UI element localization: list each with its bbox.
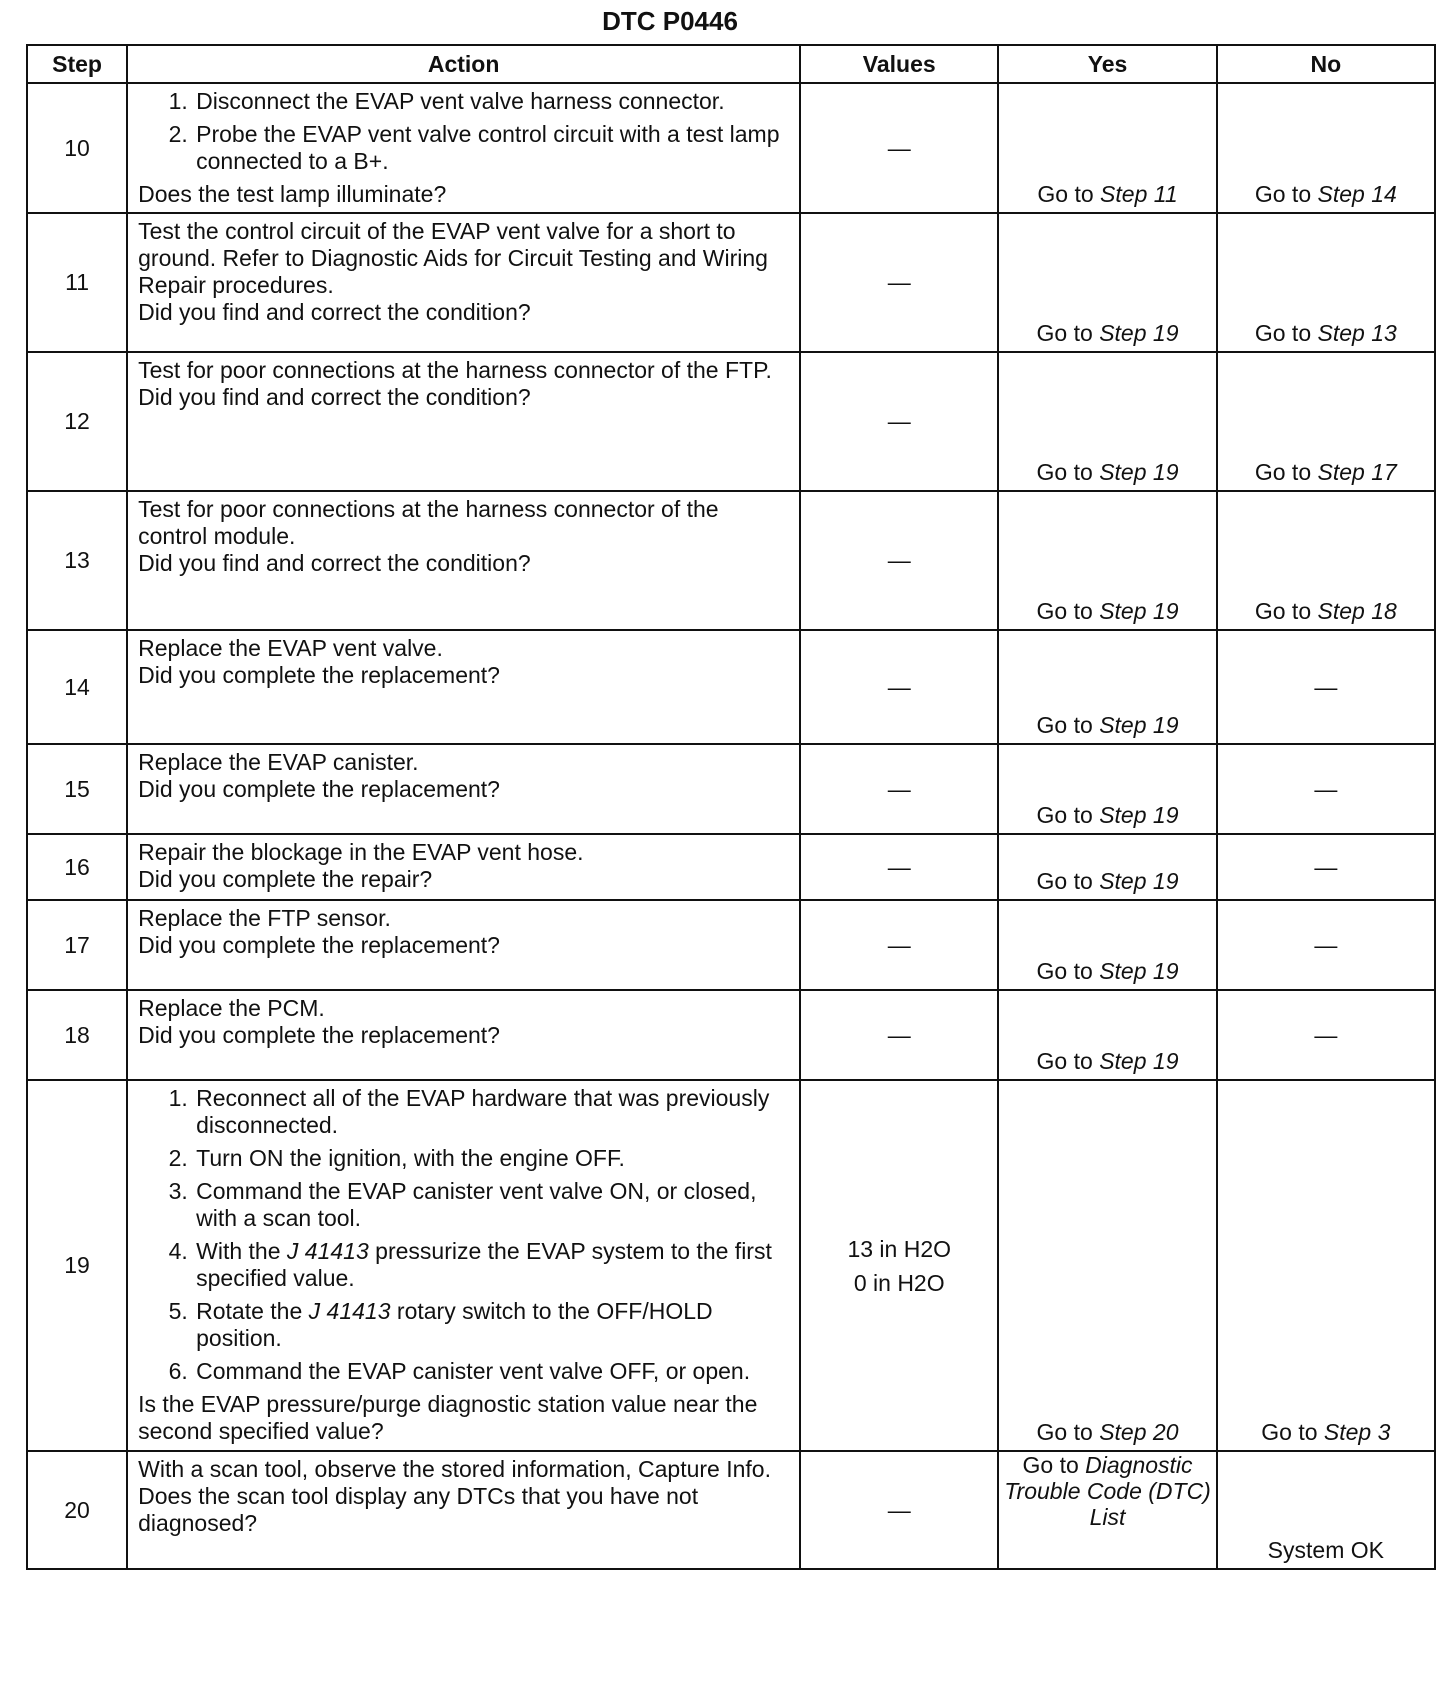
table-row: [27, 834, 1435, 900]
value-first: 13 in H2O: [847, 1235, 952, 1262]
values-cell: —: [800, 1451, 998, 1569]
action-cell: [127, 1451, 800, 1569]
action-steps-list: [138, 1085, 789, 1391]
yes-link[interactable]: Step 19: [1099, 598, 1179, 624]
goto-label: Go to: [1036, 958, 1100, 984]
action-cell: [127, 744, 800, 834]
values-cell: —: [800, 834, 998, 900]
yes-link[interactable]: Step 19: [1099, 868, 1179, 894]
header-no: No: [1217, 45, 1435, 83]
action-cell: [127, 834, 800, 900]
no-link[interactable]: Step 13: [1317, 320, 1397, 346]
yes-link[interactable]: Diagnostic Trouble Code (DTC) List: [1004, 1452, 1211, 1530]
action-text: Test for poor connections at the harness connector of the FTP.: [138, 357, 772, 383]
values-cell: —: [800, 213, 998, 352]
action-text: Test the control circuit of the EVAP vent valve for a short to ground. Refer to Diagnostic Aids for Circuit Testing and Wiring Repair procedures.: [138, 218, 768, 298]
item-text: Rotate the: [196, 1298, 309, 1324]
goto-label: Go to: [1037, 181, 1101, 207]
goto-label: Go to: [1036, 868, 1100, 894]
yes-cell: [998, 900, 1216, 990]
action-question: Did you find and correct the condition?: [138, 299, 531, 325]
values-cell: —: [800, 83, 998, 213]
no-cell: [1217, 1080, 1435, 1451]
action-question: Does the scan tool display any DTCs that you have not diagnosed?: [138, 1483, 699, 1536]
tool-name: J 41413: [308, 1298, 391, 1324]
no-cell: [1217, 213, 1435, 352]
header-step: Step: [27, 45, 127, 83]
list-item: [194, 1238, 789, 1292]
list-item: 3. Command the EVAP canister vent valve ON, or closed, with a scan tool.: [194, 1178, 789, 1232]
no-cell: —: [1217, 630, 1435, 744]
yes-cell: [998, 990, 1216, 1080]
table-row: [27, 491, 1435, 630]
step-number: 13: [27, 491, 127, 630]
action-cell: [127, 900, 800, 990]
goto-label: Go to: [1036, 459, 1100, 485]
table-row: [27, 900, 1435, 990]
no-cell: [1217, 83, 1435, 213]
goto-label: Go to: [1036, 320, 1100, 346]
no-link[interactable]: Step 3: [1323, 1419, 1391, 1445]
values-cell: —: [800, 491, 998, 630]
header-yes: Yes: [998, 45, 1216, 83]
step-number: 14: [27, 630, 127, 744]
yes-cell: [998, 491, 1216, 630]
goto-label: Go to: [1254, 320, 1318, 346]
action-question: Does the test lamp illuminate?: [138, 181, 447, 207]
action-cell: [127, 630, 800, 744]
yes-cell: [998, 834, 1216, 900]
item-text: pressurize the EVAP system to the first specified value.: [196, 1238, 772, 1291]
values-cell: [800, 1080, 998, 1451]
action-cell: [127, 491, 800, 630]
table-row: [27, 352, 1435, 491]
table-row: [27, 990, 1435, 1080]
step-number: 18: [27, 990, 127, 1080]
value-second: 0 in H2O: [853, 1269, 945, 1296]
page-title: DTC P0446: [602, 6, 738, 36]
action-question: Is the EVAP pressure/purge diagnostic station value near the second specified value?: [138, 1391, 758, 1444]
action-cell: [127, 83, 800, 213]
action-text: Repair the blockage in the EVAP vent hose.: [138, 839, 584, 865]
yes-cell: [998, 744, 1216, 834]
action-question: Did you complete the replacement?: [138, 932, 500, 958]
yes-cell: [998, 213, 1216, 352]
header-row: [27, 45, 1435, 83]
tool-name: J 41413: [286, 1238, 369, 1264]
action-text: Replace the FTP sensor.: [138, 905, 391, 931]
yes-link[interactable]: Step 19: [1099, 459, 1179, 485]
action-question: Did you complete the replacement?: [138, 1022, 500, 1048]
action-steps-list: [138, 88, 789, 181]
goto-label: Go to: [1036, 598, 1100, 624]
yes-link[interactable]: Step 19: [1099, 958, 1179, 984]
yes-cell: [998, 630, 1216, 744]
values-cell: —: [800, 900, 998, 990]
action-cell: [127, 213, 800, 352]
action-question: Did you find and correct the condition?: [138, 550, 531, 576]
action-question: Did you complete the replacement?: [138, 776, 500, 802]
table-row: [27, 630, 1435, 744]
yes-link[interactable]: Step 19: [1099, 1048, 1179, 1074]
step-number: 11: [27, 213, 127, 352]
values-cell: —: [800, 352, 998, 491]
no-cell: [1217, 1451, 1435, 1569]
yes-link[interactable]: Step 20: [1099, 1419, 1179, 1445]
goto-label: Go to: [1036, 802, 1100, 828]
table-row: [27, 1451, 1435, 1569]
goto-label: Go to: [1036, 1048, 1100, 1074]
goto-label: Go to: [1254, 459, 1318, 485]
no-link[interactable]: Step 17: [1317, 459, 1397, 485]
step-number: 15: [27, 744, 127, 834]
action-text: Replace the EVAP canister.: [138, 749, 419, 775]
values-cell: —: [800, 630, 998, 744]
goto-label: Go to: [1261, 1419, 1324, 1445]
action-question: Did you find and correct the condition?: [138, 384, 531, 410]
yes-link[interactable]: Step 19: [1099, 802, 1179, 828]
action-question: Did you complete the repair?: [138, 866, 433, 892]
table-row: [27, 213, 1435, 352]
yes-link[interactable]: Step 19: [1099, 320, 1179, 346]
header-action: Action: [127, 45, 800, 83]
item-text: rotary switch to the OFF/HOLD position.: [196, 1298, 713, 1351]
table-row: [27, 1080, 1435, 1451]
action-text: Replace the PCM.: [138, 995, 325, 1021]
yes-cell: [998, 1080, 1216, 1451]
yes-link[interactable]: Step 19: [1099, 712, 1179, 738]
no-result-text: System OK: [1267, 1537, 1384, 1563]
no-cell: —: [1217, 744, 1435, 834]
table-row: [27, 83, 1435, 213]
action-question: Did you complete the replacement?: [138, 662, 500, 688]
goto-label: Go to: [1254, 181, 1318, 207]
action-cell: [127, 352, 800, 491]
step-number: 12: [27, 352, 127, 491]
goto-label: Go to: [1036, 712, 1100, 738]
list-item: [194, 1298, 789, 1352]
list-item: 2. Probe the EVAP vent valve control circuit with a test lamp connected to a B+.: [194, 121, 789, 175]
step-number: 16: [27, 834, 127, 900]
list-item: 1. Reconnect all of the EVAP hardware that was previously disconnected.: [194, 1085, 789, 1139]
list-item: 2. Turn ON the ignition, with the engine OFF.: [194, 1145, 789, 1172]
values-cell: —: [800, 990, 998, 1080]
action-cell: [127, 990, 800, 1080]
step-number: 20: [27, 1451, 127, 1569]
header-values: Values: [800, 45, 998, 83]
action-text: Test for poor connections at the harness connector of the control module.: [138, 496, 719, 549]
yes-link[interactable]: Step 11: [1100, 181, 1178, 207]
goto-label: Go to: [1254, 598, 1318, 624]
yes-cell: [998, 1451, 1216, 1569]
yes-cell: [998, 352, 1216, 491]
action-cell: [127, 1080, 800, 1451]
no-cell: —: [1217, 834, 1435, 900]
list-item: 1. Disconnect the EVAP vent valve harness connector.: [194, 88, 789, 115]
step-number: 19: [27, 1080, 127, 1451]
step-number: 10: [27, 83, 127, 213]
table-row: [27, 744, 1435, 834]
no-cell: —: [1217, 900, 1435, 990]
action-text: With a scan tool, observe the stored information, Capture Info.: [138, 1456, 771, 1482]
list-item: 6. Command the EVAP canister vent valve OFF, or open.: [194, 1358, 789, 1385]
action-text: Replace the EVAP vent valve.: [138, 635, 443, 661]
item-text: With the: [196, 1238, 287, 1264]
goto-label: Go to: [1022, 1452, 1086, 1478]
no-link[interactable]: Step 14: [1317, 181, 1397, 207]
no-cell: —: [1217, 990, 1435, 1080]
values-cell: —: [800, 744, 998, 834]
no-cell: [1217, 352, 1435, 491]
step-number: 17: [27, 900, 127, 990]
dtc-table: [26, 44, 1436, 1570]
yes-cell: [998, 83, 1216, 213]
no-cell: [1217, 491, 1435, 630]
goto-label: Go to: [1036, 1419, 1100, 1445]
no-link[interactable]: Step 18: [1317, 598, 1397, 624]
